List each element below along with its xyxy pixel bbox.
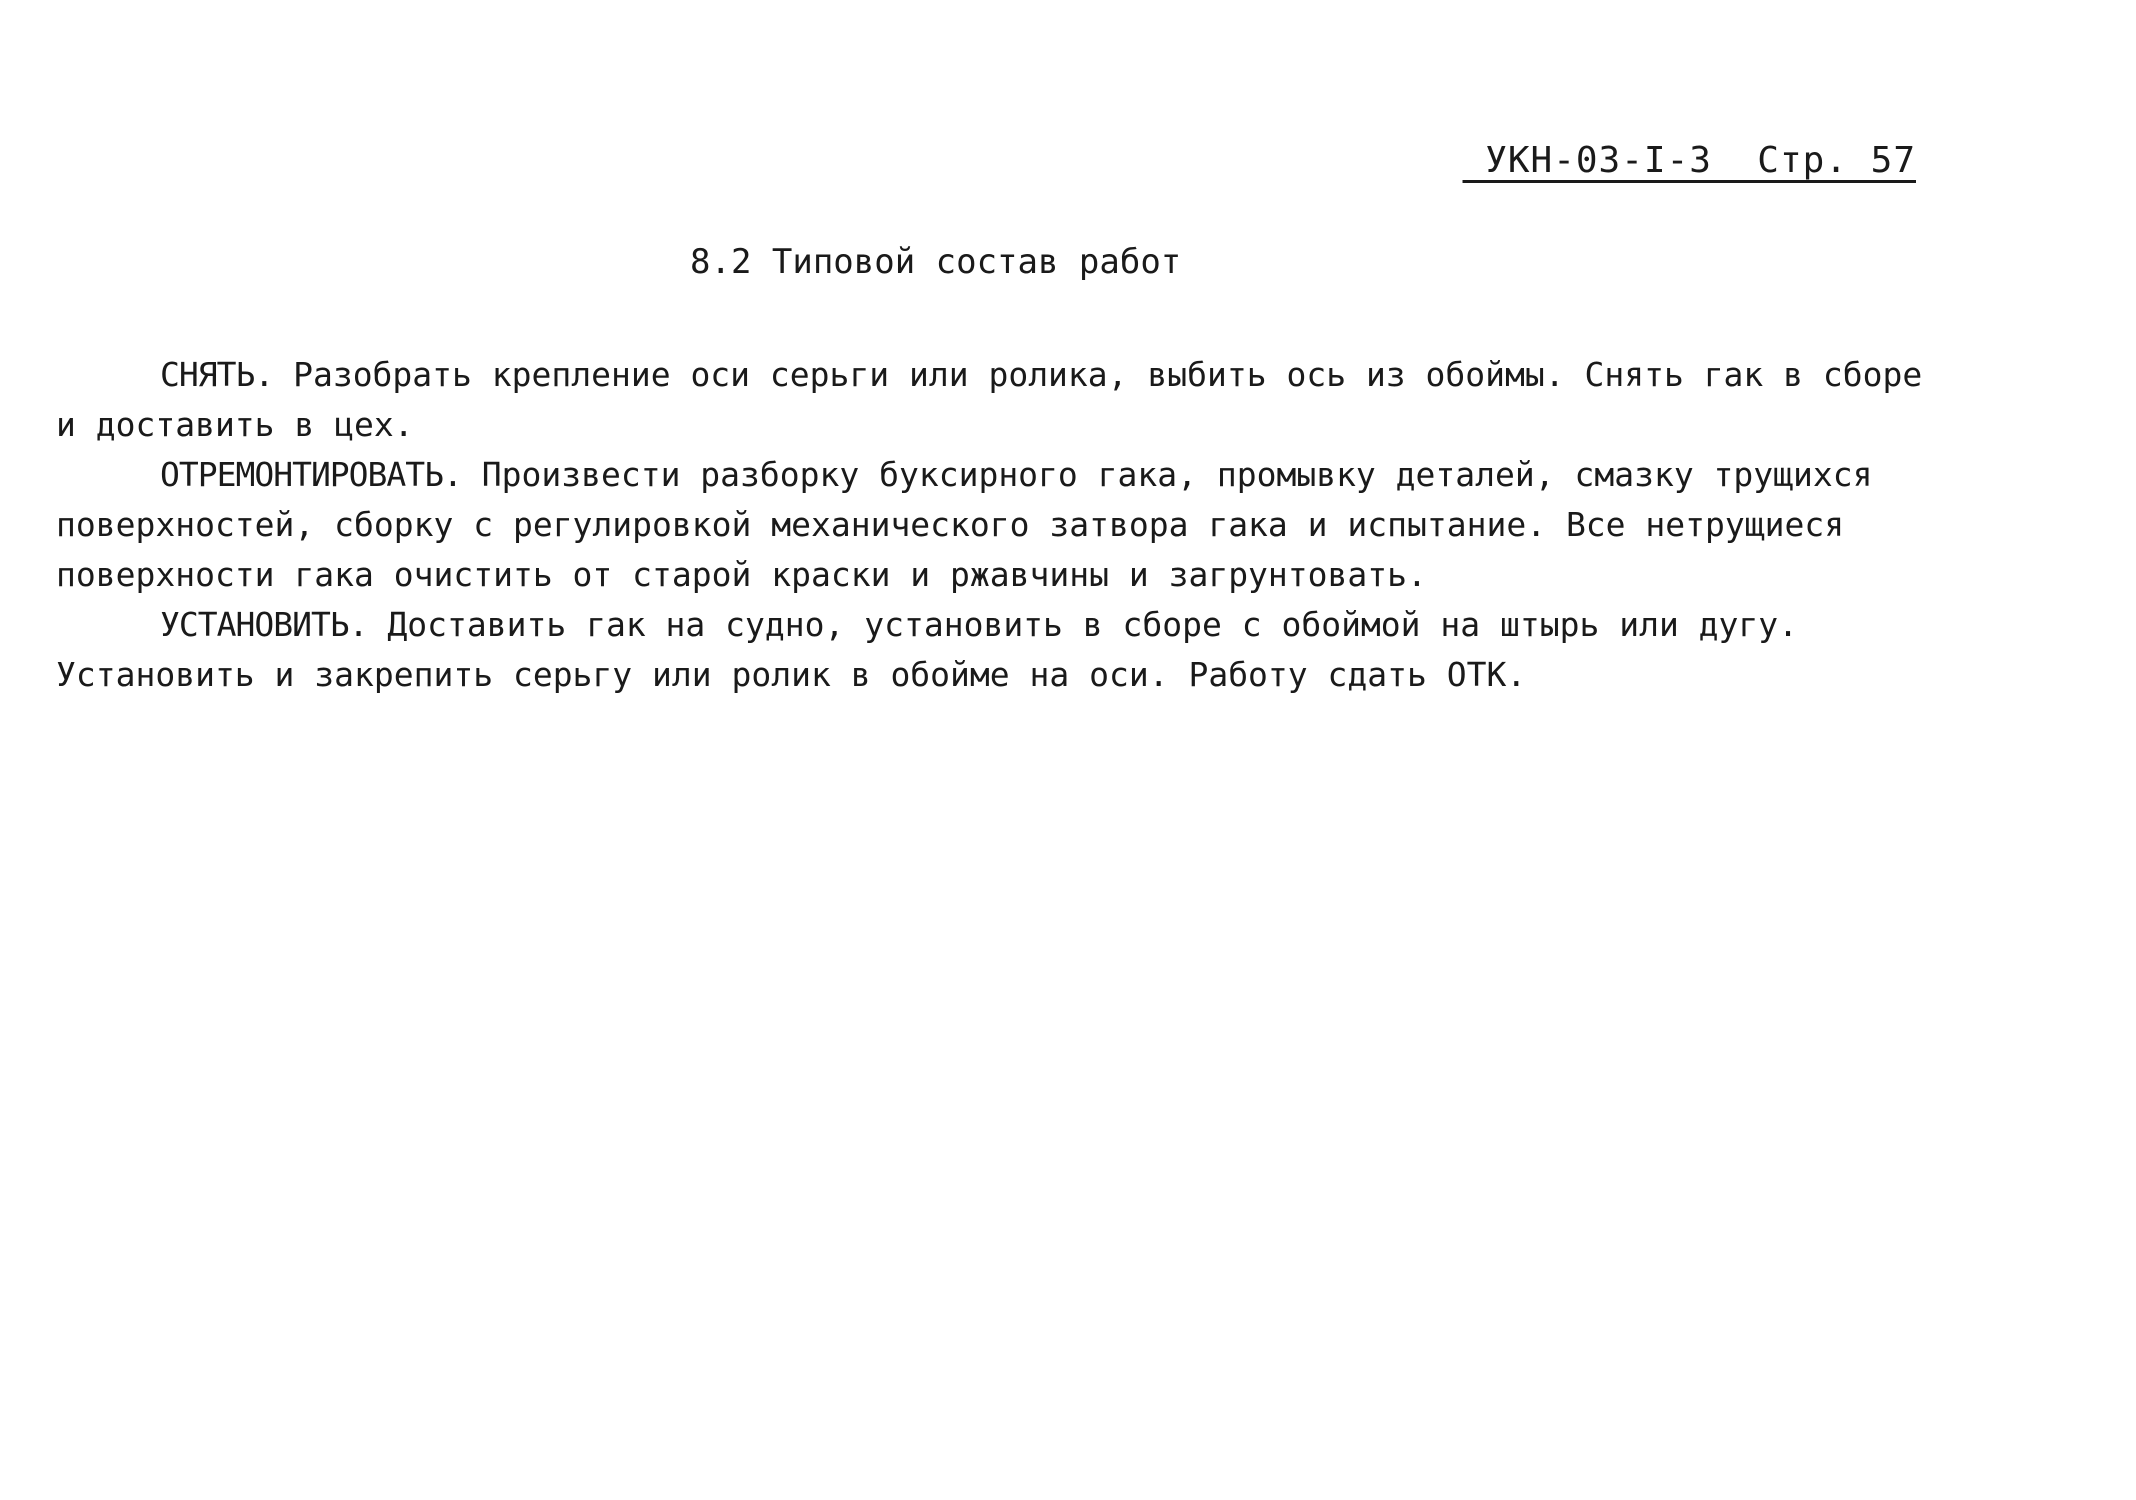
document-code: УКН-03-I-3 Стр. 57 (1462, 140, 1916, 181)
paragraph-remove (56, 350, 1956, 450)
paragraph-text: Произвести разборку буксирного гака, промывку деталей, смазку трущихся поверхностей, сборку с регулировкой механического затвора гака и испытание. Все нетрущиеся поверхности гака очистить от старой краски и ржавчины и загрунтовать. (56, 455, 1873, 594)
paragraph-repair (56, 450, 1956, 600)
paragraph-text: Разобрать крепление оси серьги или ролика, выбить ось из обоймы. Снять гак в сборе и доставить в цех. (56, 355, 1923, 444)
section-title: 8.2 Типовой состав работ (690, 242, 1182, 282)
paragraph-install (56, 600, 1956, 700)
paragraph-text: Доставить гак на судно, установить в сборе с обоймой на штырь или дугу. Установить и закрепить серьгу или ролик в обойме на оси. Работу сдать ОТК. (56, 605, 1799, 694)
work-description (56, 350, 1956, 700)
paragraph-lead: УСТАНОВИТЬ. (160, 605, 368, 644)
paragraph-lead: СНЯТЬ. (160, 355, 274, 394)
paragraph-lead: ОТРЕМОНТИРОВАТЬ. (160, 455, 462, 494)
